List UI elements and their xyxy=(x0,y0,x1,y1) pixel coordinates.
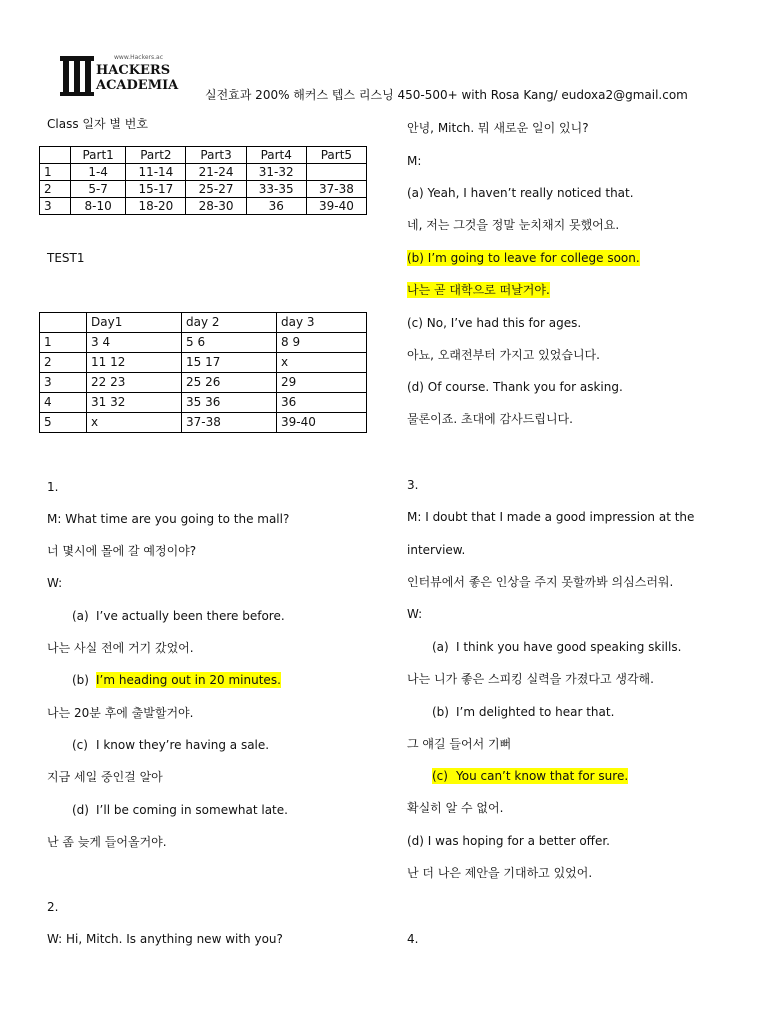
q3-speaker: W: xyxy=(407,607,423,621)
q3-option-d-ko: 난 더 나은 제안을 기대하고 있었어. xyxy=(407,866,593,880)
q2-prompt: W: Hi, Mitch. Is anything new with you? xyxy=(47,932,283,946)
q1-option-a-ko: 나는 사실 전에 거기 갔었어. xyxy=(47,641,194,655)
table-cell: 33-35 xyxy=(246,181,306,198)
table-row xyxy=(40,413,367,433)
table-cell xyxy=(40,147,71,164)
q1-option-b: I’m heading out in 20 minutes. xyxy=(96,673,281,687)
table-row xyxy=(40,198,367,215)
table-row xyxy=(40,181,367,198)
q2-prompt-ko: 안녕, Mitch. 뭐 새로운 일이 있니? xyxy=(407,121,589,135)
table-cell: 1 xyxy=(40,333,87,353)
table-cell: 5 6 xyxy=(182,333,277,353)
pillar-logo-icon xyxy=(60,56,94,96)
table-cell: 21-24 xyxy=(186,164,246,181)
q3-option-b-ko: 그 얘길 들어서 기뻐 xyxy=(407,737,512,751)
table-cell: 5-7 xyxy=(71,181,126,198)
table-cell: Part4 xyxy=(246,147,306,164)
table-cell xyxy=(306,164,366,181)
q1-option-b-label: (b) xyxy=(72,673,89,687)
q3-option-b-label: (b) xyxy=(432,705,449,719)
q1-option-a-label: (a) xyxy=(72,609,89,623)
table-cell: 36 xyxy=(246,198,306,215)
q3-prompt-line2: interview. xyxy=(407,543,466,557)
q1-option-c-ko: 지금 세일 중인걸 알아 xyxy=(47,770,163,784)
day-table xyxy=(39,312,367,433)
q2-option-b: (b) I’m going to leave for college soon. xyxy=(407,251,640,265)
table-cell: 15-17 xyxy=(126,181,186,198)
table-row xyxy=(40,147,367,164)
table-cell: 11 12 xyxy=(87,353,182,373)
q3-option-a: I think you have good speaking skills. xyxy=(456,640,682,654)
table-cell: 39-40 xyxy=(306,198,366,215)
table-row xyxy=(40,333,367,353)
q1-option-d-ko: 난 좀 늦게 들어올거야. xyxy=(47,835,167,849)
table-row xyxy=(40,353,367,373)
table-cell: 36 xyxy=(277,393,367,413)
q1-number: 1. xyxy=(47,480,59,494)
table-cell: Part5 xyxy=(306,147,366,164)
table-cell: 37-38 xyxy=(306,181,366,198)
q1-option-c-label: (c) xyxy=(72,738,88,752)
table-cell: 8-10 xyxy=(71,198,126,215)
table-row xyxy=(40,393,367,413)
q3-prompt-line1: M: I doubt that I made a good impression at the xyxy=(407,510,695,524)
page-header-title: 실전효과 200% 해커스 텝스 리스닝 450-500+ with Rosa Kang/ eudoxa2@gmail.com xyxy=(205,88,688,102)
table-cell: 2 xyxy=(40,181,71,198)
q3-option-b: I’m delighted to hear that. xyxy=(456,705,615,719)
logo-url: www.Hackers.ac xyxy=(114,54,163,61)
test-label: TEST1 xyxy=(47,251,85,265)
q2-option-d: (d) Of course. Thank you for asking. xyxy=(407,380,623,394)
table-cell: 3 4 xyxy=(87,333,182,353)
table-cell: x xyxy=(87,413,182,433)
q3-option-d: (d) I was hoping for a better offer. xyxy=(407,834,610,848)
table-cell: 3 xyxy=(40,198,71,215)
q1-option-a: I’ve actually been there before. xyxy=(96,609,285,623)
table-cell: 3 xyxy=(40,373,87,393)
table-cell xyxy=(40,313,87,333)
q2-option-a-ko: 네, 저는 그것을 정말 눈치채지 못했어요. xyxy=(407,218,620,232)
logo-line1: HACKERS xyxy=(96,63,171,78)
q3-prompt-ko: 인터뷰에서 좋은 인상을 주지 못할까봐 의심스러워. xyxy=(407,575,674,589)
table-cell: Part1 xyxy=(71,147,126,164)
table-cell: 37-38 xyxy=(182,413,277,433)
logo xyxy=(60,54,185,98)
table-cell: Day1 xyxy=(87,313,182,333)
table-cell: Part3 xyxy=(186,147,246,164)
table-cell: x xyxy=(277,353,367,373)
q2-option-c-ko: 아뇨, 오래전부터 가지고 있었습니다. xyxy=(407,348,600,362)
q4-number: 4. xyxy=(407,932,419,946)
q1-option-b-ko: 나는 20분 후에 출발할거야. xyxy=(47,706,194,720)
q3-option-c: You can’t know that for sure. xyxy=(456,769,629,783)
table-cell: 39-40 xyxy=(277,413,367,433)
q1-prompt-ko: 너 몇시에 몰에 갈 예정이야? xyxy=(47,544,197,558)
q1-option-d-label: (d) xyxy=(72,803,89,817)
table-row xyxy=(40,313,367,333)
table-cell: 18-20 xyxy=(126,198,186,215)
table-cell: 28-30 xyxy=(186,198,246,215)
q2-option-c: (c) No, I’ve had this for ages. xyxy=(407,316,582,330)
table-cell: 31-32 xyxy=(246,164,306,181)
table-cell: 11-14 xyxy=(126,164,186,181)
table-row xyxy=(40,373,367,393)
table-cell: 25-27 xyxy=(186,181,246,198)
table-cell: 5 xyxy=(40,413,87,433)
q3-number: 3. xyxy=(407,478,419,492)
q2-speaker: M: xyxy=(407,154,422,168)
table-cell: 1 xyxy=(40,164,71,181)
q3-option-a-label: (a) xyxy=(432,640,449,654)
table-cell: 15 17 xyxy=(182,353,277,373)
table-cell: day 2 xyxy=(182,313,277,333)
q2-option-b-ko: 나는 곧 대학으로 떠날거야. xyxy=(407,283,550,297)
table-cell: 22 23 xyxy=(87,373,182,393)
class-label: Class 일자 별 번호 xyxy=(47,117,148,131)
q2-option-d-ko: 물론이죠. 초대에 감사드립니다. xyxy=(407,412,573,426)
table-cell: 29 xyxy=(277,373,367,393)
q3-option-a-ko: 나는 니가 좋은 스피킹 실력을 가졌다고 생각해. xyxy=(407,672,654,686)
table-cell: 35 36 xyxy=(182,393,277,413)
class-table xyxy=(39,146,367,215)
q1-option-d: I’ll be coming in somewhat late. xyxy=(96,803,288,817)
table-cell: 2 xyxy=(40,353,87,373)
q3-option-c-label: (c) xyxy=(432,768,456,784)
q1-option-c: I know they’re having a sale. xyxy=(96,738,270,752)
q1-speaker: W: xyxy=(47,576,63,590)
table-cell: 1-4 xyxy=(71,164,126,181)
table-cell: Part2 xyxy=(126,147,186,164)
table-cell: 8 9 xyxy=(277,333,367,353)
q1-prompt: M: What time are you going to the mall? xyxy=(47,512,290,526)
q2-number: 2. xyxy=(47,900,59,914)
table-row xyxy=(40,164,367,181)
q2-option-a: (a) Yeah, I haven’t really noticed that. xyxy=(407,186,634,200)
table-cell: 4 xyxy=(40,393,87,413)
q3-option-c-ko: 확실히 알 수 없어. xyxy=(407,801,504,815)
table-cell: 31 32 xyxy=(87,393,182,413)
table-cell: day 3 xyxy=(277,313,367,333)
table-cell: 25 26 xyxy=(182,373,277,393)
logo-line2: ACADEMIA xyxy=(96,78,179,93)
